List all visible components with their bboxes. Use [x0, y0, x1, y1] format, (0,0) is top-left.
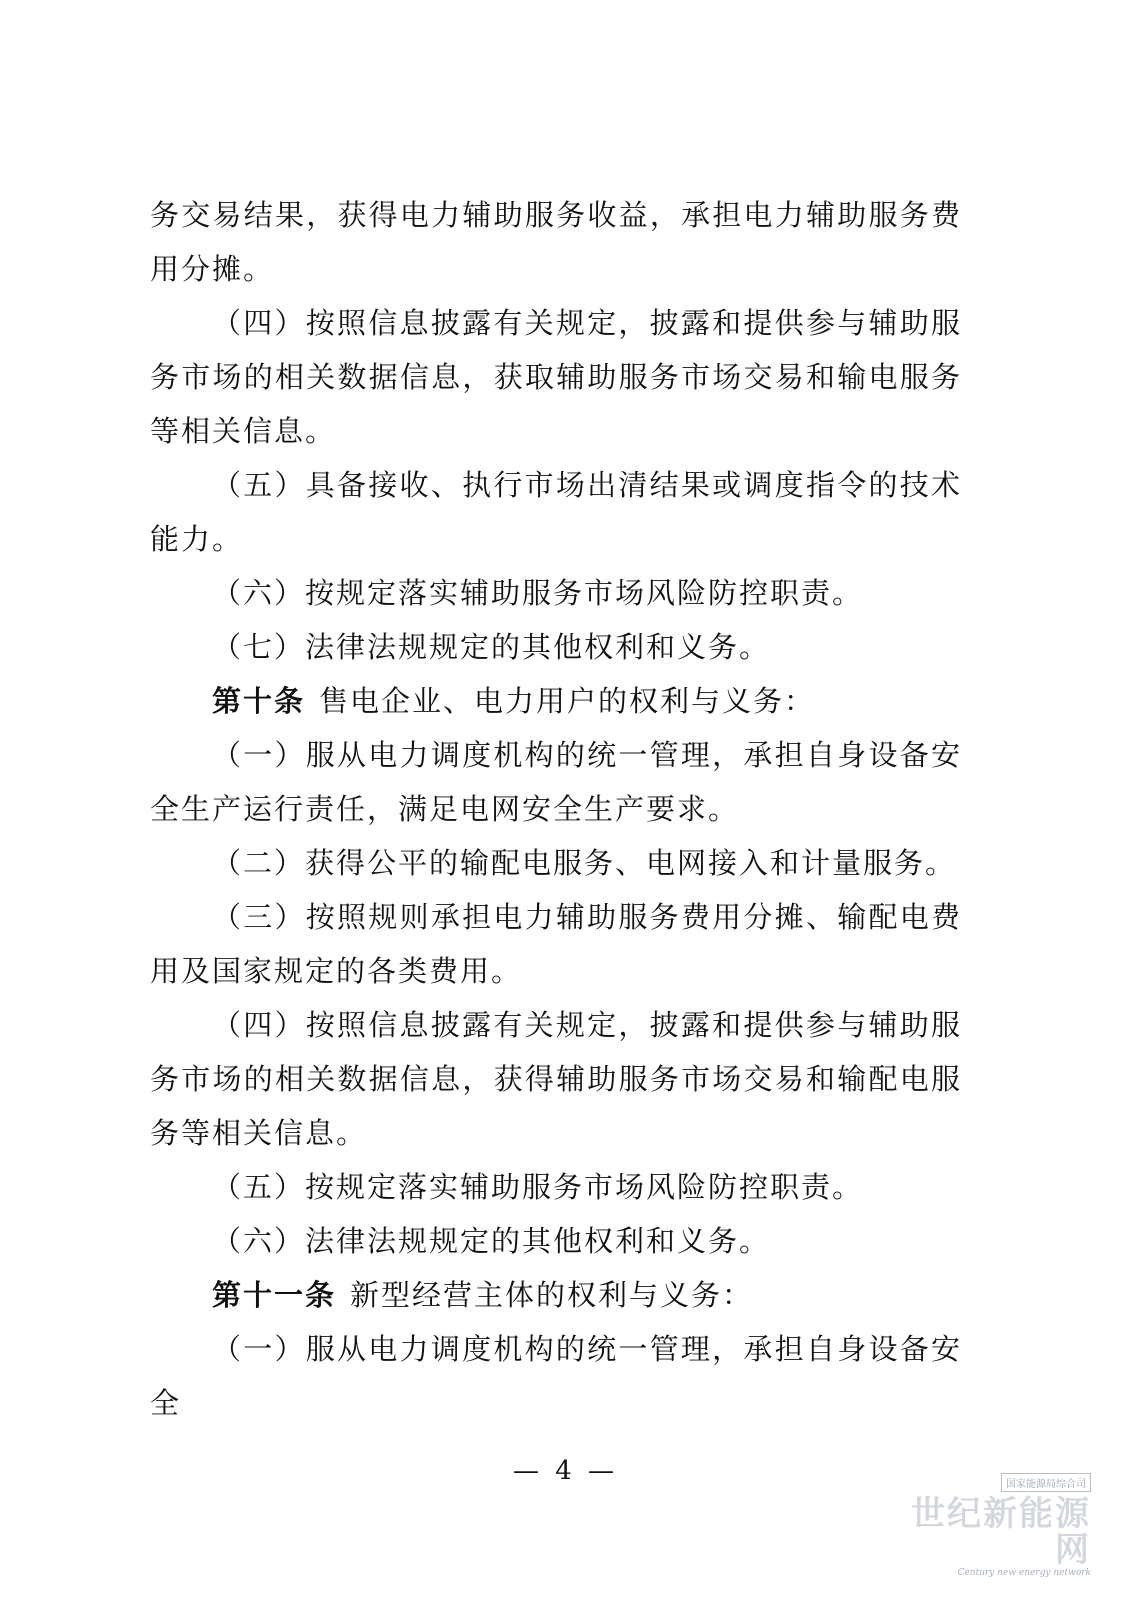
paragraph-text: （六）法律法规规定的其他权利和义务。	[212, 1224, 771, 1258]
paragraph-text: 务交易结果，获得电力辅助服务收益，承担电力辅助服务费用分摊。	[150, 198, 962, 286]
article-text: 售电企业、电力用户的权利与义务：	[319, 684, 816, 718]
paragraph-text: （四）按照信息披露有关规定，披露和提供参与辅助服务市场的相关数据信息，获得辅助服务市场交易和输配电服务等相关信息。	[150, 1008, 962, 1150]
paragraph-text: （一）服从电力调度机构的统一管理，承担自身设备安全生产运行责任，满足电网安全生产要求。	[150, 738, 962, 826]
page-number: — 4 —	[512, 1456, 619, 1486]
list-item	[150, 836, 962, 890]
paragraph-text: （四）按照信息披露有关规定，披露和提供参与辅助服务市场的相关数据信息，获取辅助服务市场交易和输电服务等相关信息。	[150, 306, 962, 448]
list-item	[150, 1322, 962, 1430]
watermark-sub-text: Century new energy network	[957, 1568, 1091, 1578]
list-item	[150, 566, 962, 620]
watermark-top-text: 国家能源局综合司	[1001, 1473, 1091, 1492]
paragraph-continuation	[150, 188, 962, 296]
paragraph-text: （五）按规定落实辅助服务市场风险防控职责。	[212, 1170, 864, 1204]
list-item	[150, 620, 962, 674]
document-body	[150, 188, 962, 1430]
article-title: 第十一条	[212, 1278, 337, 1312]
paragraph-text: （六）按规定落实辅助服务市场风险防控职责。	[212, 576, 864, 610]
paragraph-text: （七）法律法规规定的其他权利和义务。	[212, 630, 771, 664]
article-text: 新型经营主体的权利与义务：	[350, 1278, 754, 1312]
paragraph-text: （五）具备接收、执行市场出清结果或调度指令的技术能力。	[150, 468, 962, 556]
watermark-main-text: 世纪新能源网	[911, 1494, 1091, 1570]
paragraph-text: （三）按照规则承担电力辅助服务费用分摊、输配电费用及国家规定的各类费用。	[150, 900, 962, 988]
paragraph-text: （一）服从电力调度机构的统一管理，承担自身设备安全	[150, 1332, 962, 1420]
list-item	[150, 1160, 962, 1214]
article-heading	[150, 674, 962, 728]
article-heading	[150, 1268, 962, 1322]
list-item	[150, 458, 962, 566]
list-item	[150, 728, 962, 836]
list-item	[150, 1214, 962, 1268]
article-title: 第十条	[212, 684, 306, 718]
watermark-logo	[911, 1472, 1091, 1578]
list-item	[150, 998, 962, 1160]
list-item	[150, 296, 962, 458]
paragraph-text: （二）获得公平的输配电服务、电网接入和计量服务。	[212, 846, 957, 880]
list-item	[150, 890, 962, 998]
